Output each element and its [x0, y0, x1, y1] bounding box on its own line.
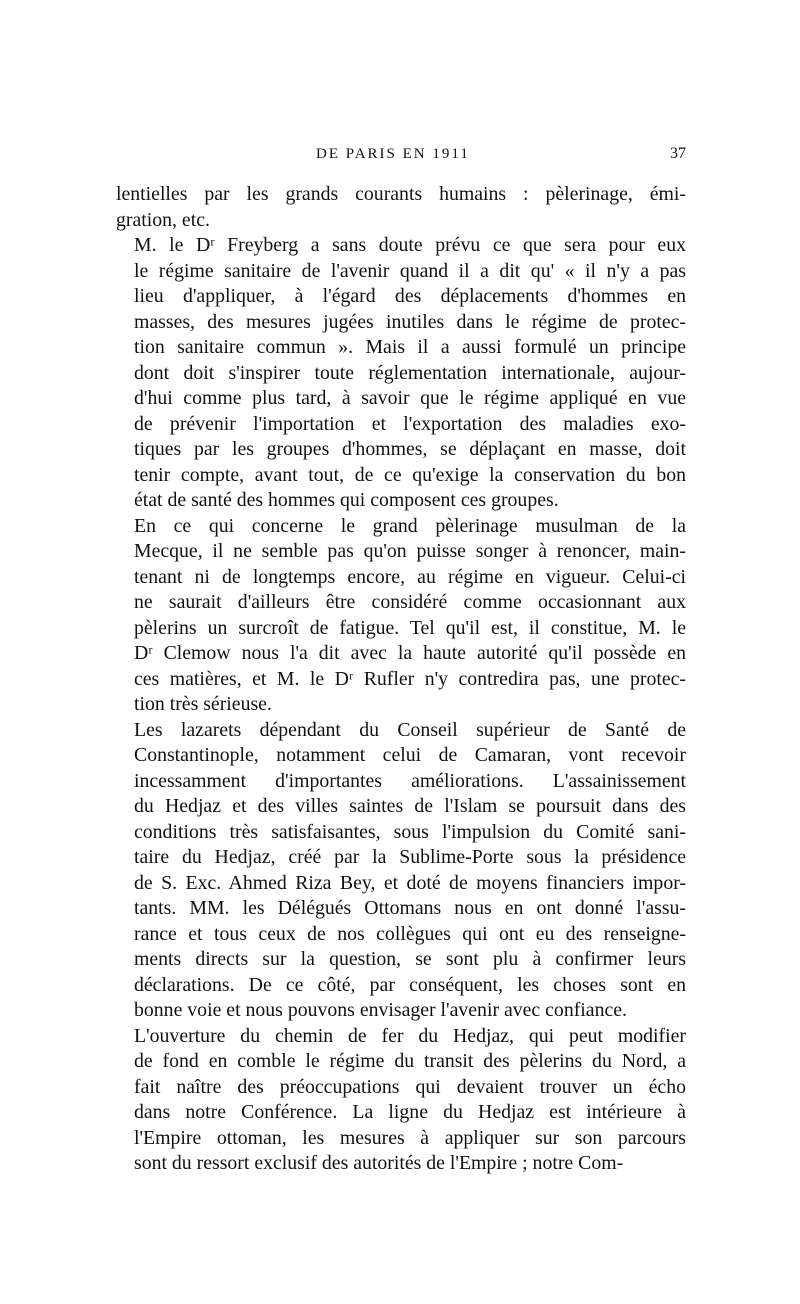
text-line: état de santé des hommes qui composent ces groupes.	[134, 489, 559, 511]
text-line: incessamment d'importantes améliorations. L'assainissement	[134, 769, 686, 792]
text-line: taire du Hedjaz, créé par la Sublime-Porte sous la présidence	[134, 846, 686, 868]
text-line: dont doit s'inspirer toute réglementation internationale, aujour-	[134, 361, 686, 384]
text-line: En ce qui concerne le grand pèlerinage musulman de la	[134, 514, 686, 537]
text-line: sont du ressort exclusif des autorités de l'Empire ; notre Com-	[134, 1152, 624, 1174]
text-line: rance et tous ceux de nos collègues qui ont eu des renseigne-	[134, 922, 686, 945]
text-line: tenir compte, avant tout, de ce qu'exige la conservation du bon	[134, 463, 686, 486]
text-line: conditions très satisfaisantes, sous l'impulsion du Comité sani-	[134, 820, 686, 843]
text-line: M. le Dʳ Freyberg a sans doute prévu ce que sera pour eux	[134, 234, 686, 256]
body-text	[116, 182, 686, 1177]
text-line: dans notre Conférence. La ligne du Hedjaz est intérieure à	[134, 1101, 686, 1123]
page-header	[116, 142, 686, 172]
text-line: tion sanitaire commun ». Mais il a aussi formulé un principe	[134, 336, 686, 358]
text-line: ments directs sur la question, se sont plu à confirmer leurs	[134, 948, 686, 970]
text-line: tants. MM. les Délégués Ottomans nous en ont donné l'assu-	[134, 897, 686, 919]
text-line: ces matières, et M. le Dʳ Rufler n'y contredira pas, une protec-	[134, 667, 686, 690]
paragraph	[116, 233, 686, 514]
text-line: Constantinople, notamment celui de Camaran, vont recevoir	[134, 744, 686, 766]
paragraph	[116, 514, 686, 718]
text-line: gration, etc.	[116, 208, 210, 231]
text-line: déclarations. De ce côté, par conséquent, les choses sont en	[134, 973, 686, 996]
running-title: DE PARIS EN 1911	[316, 146, 470, 162]
paragraph	[116, 718, 686, 1024]
text-line: fait naître des préoccupations qui devaient trouver un écho	[134, 1075, 686, 1098]
text-line: ne saurait d'ailleurs être considéré comme occasionnant aux	[134, 591, 686, 613]
text-line: de prévenir l'importation et l'exportation des maladies exo-	[134, 412, 686, 435]
text-line: le régime sanitaire de l'avenir quand il a dit qu' « il n'y a pas	[134, 259, 686, 282]
paragraph	[116, 1024, 686, 1177]
text-line: masses, des mesures jugées inutiles dans le régime de protec-	[134, 310, 686, 333]
text-line: du Hedjaz et des villes saintes de l'Islam se poursuit dans des	[134, 795, 686, 817]
text-line: tiques par les groupes d'hommes, se déplaçant en masse, doit	[134, 438, 686, 460]
text-line: de S. Exc. Ahmed Riza Bey, et doté de moyens financiers impor-	[134, 871, 686, 894]
text-line: tenant ni de longtemps encore, au régime en vigueur. Celui-ci	[134, 565, 686, 588]
text-line: lentielles par les grands courants humains : pèlerinage, émi-	[116, 183, 686, 205]
text-line: pèlerins un surcroît de fatigue. Tel qu'il est, il constitue, M. le	[134, 616, 686, 639]
text-line: d'hui comme plus tard, à savoir que le régime appliqué en vue	[134, 387, 686, 409]
text-line: tion très sérieuse.	[134, 693, 272, 715]
text-line: de fond en comble le régime du transit des pèlerins du Nord, a	[134, 1050, 686, 1072]
text-line: Mecque, il ne semble pas qu'on puisse songer à renoncer, main-	[134, 540, 686, 562]
text-line: L'ouverture du chemin de fer du Hedjaz, qui peut modifier	[134, 1024, 686, 1047]
page-number: 37	[670, 145, 686, 162]
text-line: bonne voie et nous pouvons envisager l'avenir avec confiance.	[134, 999, 627, 1021]
text-line: l'Empire ottoman, les mesures à appliquer sur son parcours	[134, 1126, 686, 1149]
text-line: Dʳ Clemow nous l'a dit avec la haute autorité qu'il possède en	[134, 642, 686, 664]
paragraph	[116, 182, 686, 233]
text-line: lieu d'appliquer, à l'égard des déplacements d'hommes en	[134, 285, 686, 307]
text-line: Les lazarets dépendant du Conseil supérieur de Santé de	[134, 718, 686, 741]
